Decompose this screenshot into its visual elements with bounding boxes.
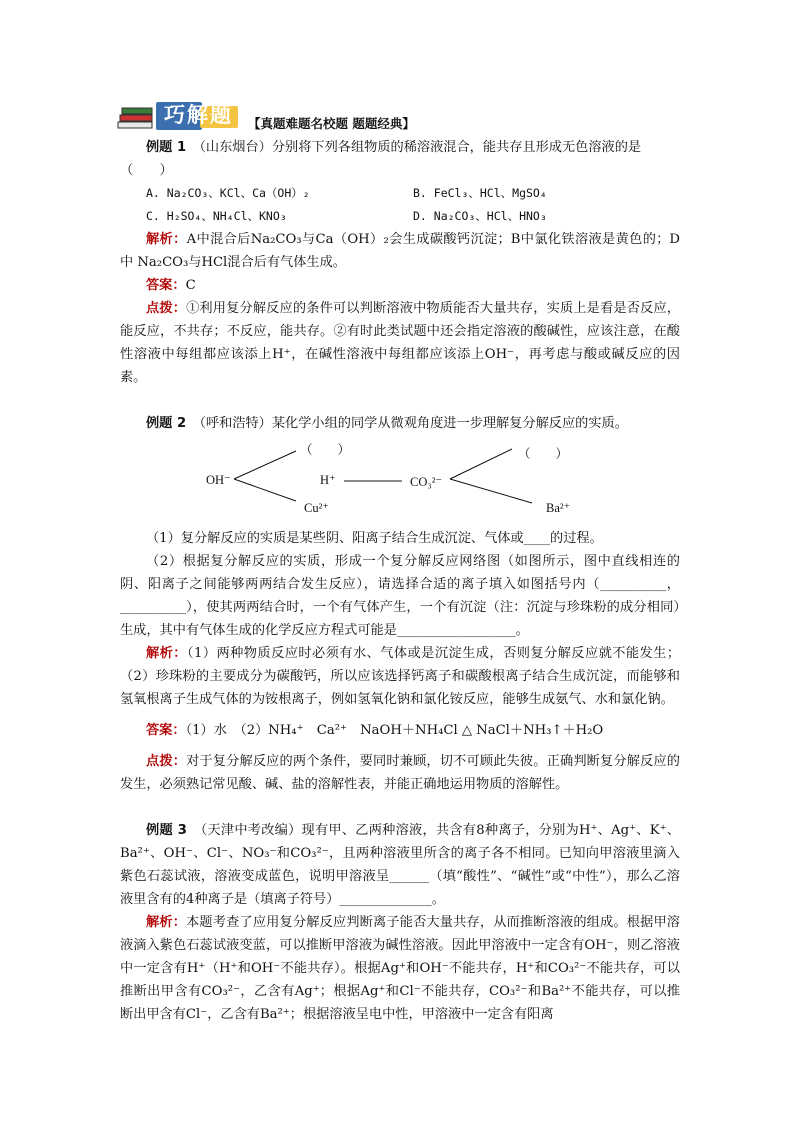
ex2-subquestion-1: （1）复分解反应的实质是某些阴、阳离子结合生成沉淀、气体或____的过程。 [146, 531, 603, 546]
diagram-blank-2: （ ） [518, 447, 569, 461]
diagram-ion-oh: OH⁻ [206, 473, 231, 487]
ex3-analysis-label: 解析： [146, 915, 187, 930]
ex1-option-c: C. H₂SO₄、NH₄Cl、KNO₃ [146, 209, 287, 223]
ex1-answer-label: 答案： [146, 278, 186, 293]
ex2-label: 例题 2 [146, 416, 187, 431]
ex2-tip-text: 对于复分解反应的两个条件，要同时兼顾，切不可顾此失彼。正确判断复分解反应的发生，必须熟记常见酸、碱、盐的溶解性表，并能正确地运用物质的溶解性。 [120, 754, 680, 792]
diagram-ion-co3: CO₃²⁻ [410, 475, 443, 489]
ex2-analysis-text: （1）两种物质反应时必须有水、气体或是沉淀生成，否则复分解反应就不能发生；（2）珍珠粉的主要成分为碳酸钙，所以应该选择钙离子和碳酸根离子结合生成沉淀，而能够和氢氧根离子生成气体的为铵根离子，例如氢氧化钠和氯化铵反应，能够生成氨气、水和氯化钠。 [120, 646, 681, 707]
ex1-option-d: D. Na₂CO₃、HCl、HNO₃ [413, 209, 547, 223]
ex2-analysis [120, 642, 680, 711]
ex1-answer [120, 274, 680, 297]
ex2-tip-label: 点拨： [146, 754, 187, 769]
diagram-ion-cu: Cu²⁺ [304, 501, 329, 515]
ex1-question-text: （山东烟台）分别将下列各组物质的稀溶液混合，能共存且形成无色溶液的是（ ） [120, 140, 642, 178]
ex1-question [120, 136, 680, 182]
ex1-label: 例题 1 [146, 140, 187, 155]
ex2-subquestion-2: （2）根据复分解反应的实质，形成一个复分解反应网络图（如图所示，图中直线相连的阴、阳离子之间能够两两结合发生反应），请选择合适的离子填入如图括号内（__________，__________），使其两两结合时，一个有气体产生，一个有沉淀（注：沉淀与珍珠粉的成分相同）生成，其中有气体生成的化学反应方程式可能是__________________。 [120, 554, 680, 638]
section-header [120, 100, 680, 136]
ex1-tip [120, 297, 680, 389]
ex1-options-row2 [120, 205, 680, 228]
ex2-answer-text: （1）水 （2）NH₄⁺ Ca²⁺ NaOH＋NH₄Cl △ NaCl＋NH₃↑＋H₂O [185, 723, 604, 738]
ex1-options-row1 [120, 182, 680, 205]
ex2-question [120, 412, 680, 435]
ex3-question [120, 819, 680, 911]
ex1-tip-text: ①利用复分解反应的条件可以判断溶液中物质能否大量共存，实质上是看是否反应，能反应，不共存；不反应，能共存。②有时此类试题中还会指定溶液的酸碱性，应该注意，在酸性溶液中每组都应该添上H⁺，在碱性溶液中每组都应该添上OH⁻，再考虑与酸或碱反应的因素。 [120, 301, 680, 385]
ex3-analysis [120, 911, 680, 1026]
ex1-analysis [120, 228, 680, 274]
ex2-question-text: （呼和浩特）某化学小组的同学从微观角度进一步理解复分解反应的实质。 [199, 416, 628, 431]
ex3-question-text: （天津中考改编）现有甲、乙两种溶液，共含有8种离子，分别为H⁺、Ag⁺、K⁺、Ba²⁺、OH⁻、Cl⁻、NO₃⁻和CO₃²⁻，且两种溶液里所含的离子各不相同。已知向甲溶液里滴入紫色石蕊试液，溶液变成蓝色，说明甲溶液呈______（填“酸性”、“碱性”或“中性”），那么乙溶液里含有的4种离子是（填离子符号）______________。 [120, 823, 680, 907]
ex3-label: 例题 3 [146, 823, 187, 838]
diagram-ion-h: H⁺ [320, 473, 336, 487]
ion-network-diagram [120, 439, 680, 523]
diagram-blank-1: （ ） [300, 443, 351, 457]
ex2-tip [120, 750, 680, 796]
diagram-ion-ba: Ba²⁺ [546, 501, 571, 515]
logo-text: 巧解题 [164, 103, 233, 127]
ex1-analysis-label: 解析： [146, 232, 187, 247]
ex3-analysis-text: 本题考查了应用复分解反应判断离子能否大量共存，从而推断溶液的组成。根据甲溶液滴入紫色石蕊试液变蓝，可以推断甲溶液为碱性溶液。因此甲溶液中一定含有OH⁻，则乙溶液中一定含有H⁺（H⁺和OH⁻不能共存）。根据Ag⁺和OH⁻不能共存，H⁺和CO₃²⁻不能共存，可以推断出甲含有CO₃²⁻，乙含有Ag⁺；根据Ag⁺和Cl⁻不能共存，CO₃²⁻和Ba²⁺不能共存，可以推断出甲含有Cl⁻，乙含有Ba²⁺；根据溶液呈电中性，甲溶液中一定含有阳离 [120, 915, 680, 1022]
ex1-option-b: B. FeCl₃、HCl、MgSO₄ [413, 186, 547, 200]
diagram-lines [120, 439, 680, 523]
ex1-option-a: A. Na₂CO₃、KCl、Ca（OH）₂ [146, 186, 310, 200]
document-page [120, 100, 680, 1026]
ex1-analysis-text: A中混合后Na₂CO₃与Ca（OH）₂会生成碳酸钙沉淀；B中氯化铁溶液是黄色的；D中 Na₂CO₃与HCl混合后有气体生成。 [120, 232, 680, 270]
ex2-answer-label: 答案： [146, 723, 186, 738]
ex2-answer [120, 719, 680, 742]
ex2-analysis-label: 解析： [146, 646, 187, 661]
header-subtitle: 【真题难题名校题 题题经典】 [248, 116, 415, 131]
ex1-answer-text: C [185, 278, 196, 293]
ex1-tip-label: 点拨： [146, 301, 187, 316]
